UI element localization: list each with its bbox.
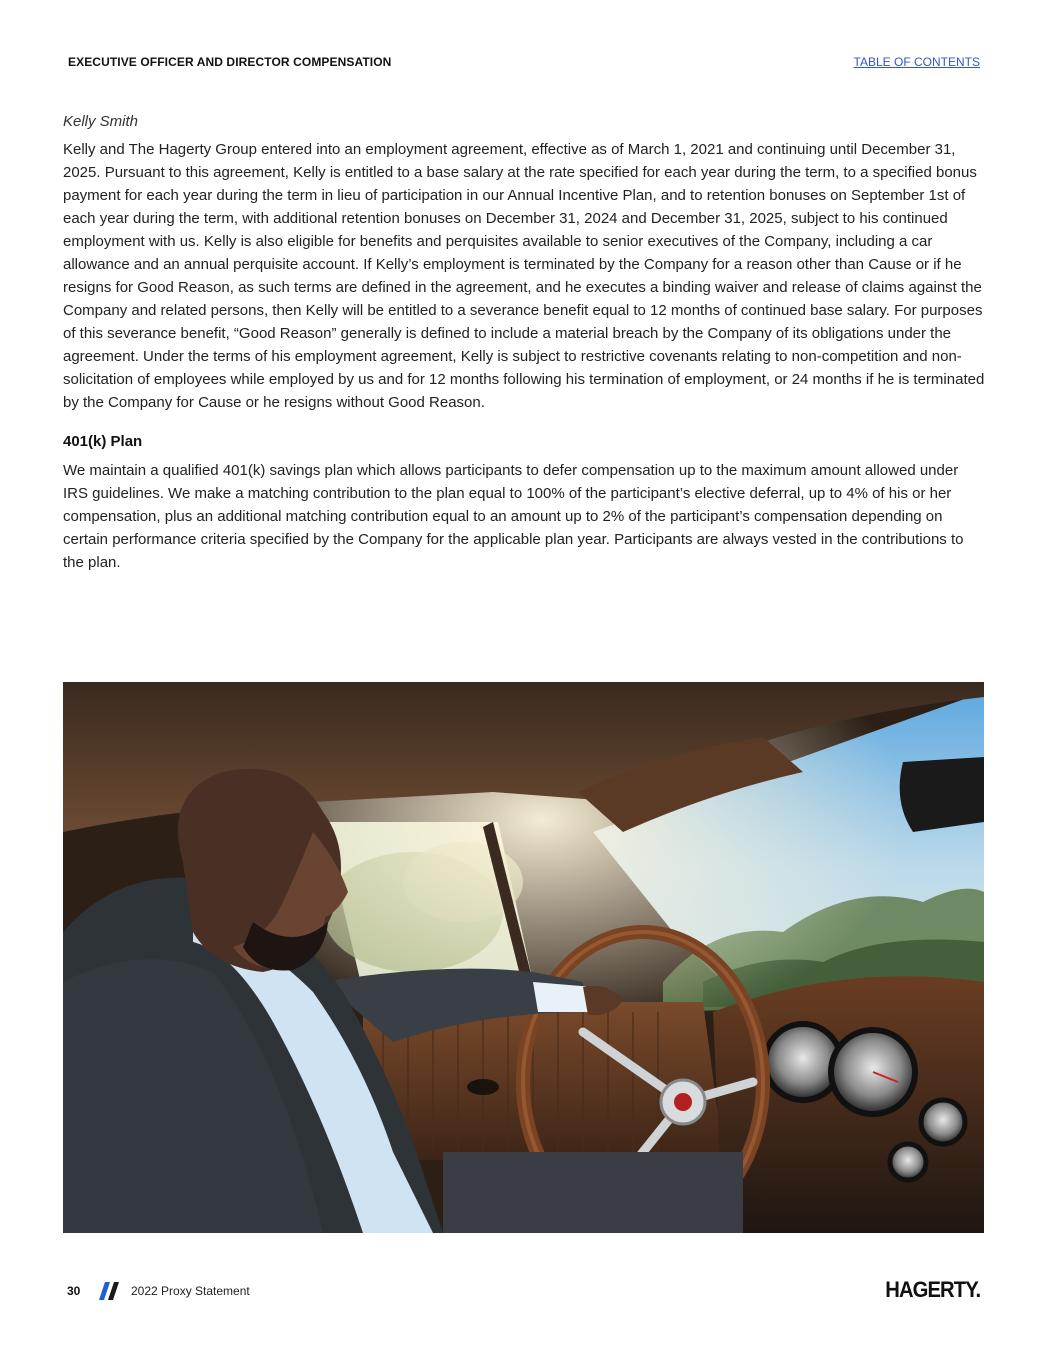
table-of-contents-link[interactable]: TABLE OF CONTENTS [853, 55, 980, 69]
document-title: 2022 Proxy Statement [131, 1284, 250, 1298]
main-content [63, 113, 985, 574]
brand-slash-icon [99, 1282, 121, 1305]
section-title: EXECUTIVE OFFICER AND DIRECTOR COMPENSATION [68, 55, 392, 69]
plan-paragraph: We maintain a qualified 401(k) savings plan which allows participants to defer compensation up to the maximum amount allowed under IRS guidelines. We make a matching contribution to the plan equal to 100% of the participant’s elective deferral, up to 4% of his or her compensation, plus an additional matching contribution equal to an amount up to 2% of the participant’s compensation depending on certain performance criteria specified by the Company for the applicable plan year. Participants are always vested in the contributions to the plan. [63, 462, 964, 571]
plan-heading: 401(k) Plan [63, 433, 143, 450]
driver-in-classic-car-photo [63, 682, 984, 1233]
page-number: 30 [67, 1284, 81, 1298]
hagerty-logo: HAGERTY. [885, 1277, 980, 1302]
name-heading: Kelly Smith [63, 113, 139, 130]
employment-agreement-paragraph: Kelly and The Hagerty Group entered into an employment agreement, effective as of March 1, 2021 and continuing until December 31, 2025. Pursuant to this agreement, Kelly is entitled to a base salary at the rate specified for each year during the term, to a specified bonus payment for each year during the term in lieu of participation in our Annual Incentive Plan, and to retention bonuses on September 1st of each year during the term, with additional retention bonuses on December 31, 2024 and December 31, 2025, subject to his continued employment with us. Kelly is also eligible for benefits and perquisites available to senior executives of the Company, including a car allowance and an annual perquisite account. If Kelly’s employment is terminated by the Company for a reason other than Cause or if he resigns for Good Reason, as such terms are defined in the agreement, and he executes a binding waiver and release of claims against the Company and related persons, then Kelly will be entitled to a severance benefit equal to 12 months of continued base salary. For purposes of this severance benefit, “Good Reason” generally is defined to include a material breach by the Company of its obligations under the agreement. Under the terms of his employment agreement, Kelly is subject to restrictive covenants relating to non-competition and non-solicitation of employees while employed by us and for 12 months following his termination of employment, or 24 months if he is terminated by the Company for Cause or he resigns without Good Reason. [63, 141, 985, 411]
